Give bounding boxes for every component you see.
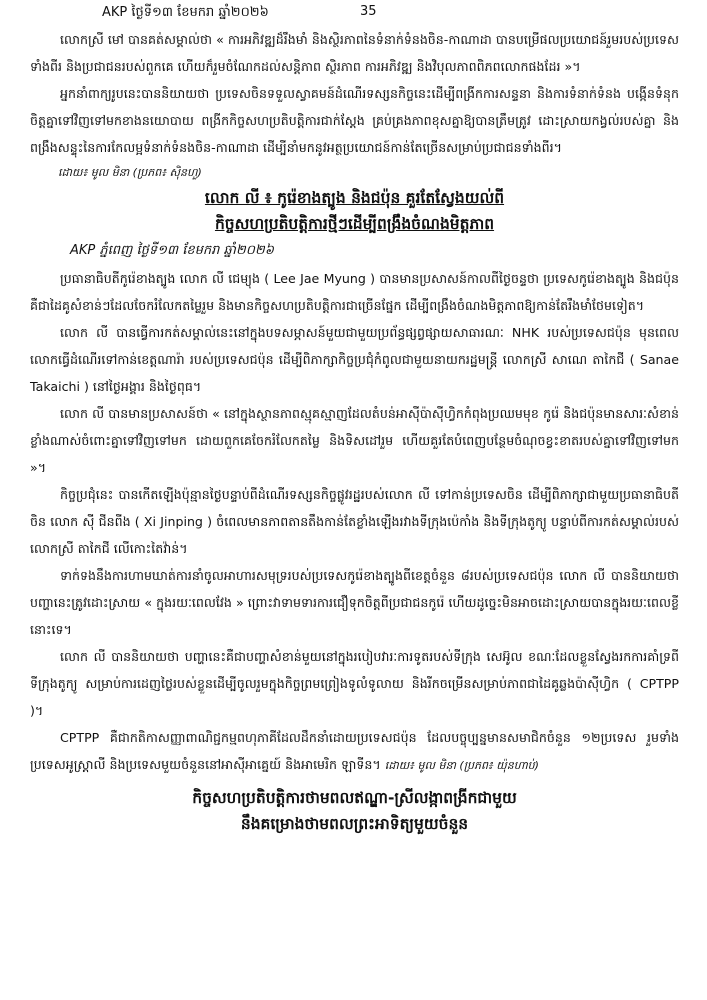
byline: ដោយ៖ មូល មិនា (ប្រភព៖ ស៊ិនហួ) <box>58 166 202 179</box>
paragraph: កិច្ចប្រជុំនេះ បានកើតឡើងប៉ុន្មានថ្ងៃបន្ទាប់ពីដំណើរទស្សនកិច្ចផ្លូវរដ្ឋរបស់លោក លី ទៅកាន់ប្រទេសចិន ដើម្បីពិភាក្សាជាមួយប្រធានាធិបតីចិន លោក ស៊ី ជីនពីង ( Xi Jinping ) ចំពេលមានភាពតានតឹងកាន់តែខ្លាំងឡើងរវាងទីក្រុងប៉េកាំង និងទីក្រុងតូក្យូ បន្ទាប់ពីការកត់សម្គាល់របស់លោកស្រី តាកៃជី លើកោះតៃវ៉ាន់។ <box>30 487 679 556</box>
page-number: 35 <box>360 4 377 19</box>
paragraph: លោក លី បានធ្វើការកត់សម្គាល់នេះនៅក្នុងបទសម្ភាសន៍មួយជាមួយប្រព័ន្ធផ្សព្វផ្សាយសាធារណៈ NHK របស់ប្រទេសជប៉ុន មុនពេលលោកធ្វើដំណើរទៅកាន់ខេត្តណារ៉ា របស់ប្រទេសជប៉ុន ដើម្បីពិភាក្សាកិច្ចប្រជុំកំពូលជាមួយនាយករដ្ឋមន្ត្រី លោកស្រី សាណេ តាកៃជី ( Sanae Takaichi ) នៅថ្ងៃអង្គារ និងថ្ងៃពុធ។ <box>30 325 679 394</box>
paragraph: លោក លី បាននិយាយថា បញ្ហានេះគឺជាបញ្ហាសំខាន់មួយនៅក្នុងរបៀបវារៈការទូតរបស់ទីក្រុង សេអ៊ូល ខណៈដែលខ្លួនស្វែងរកការគាំទ្រពីទីក្រុងតូក្យូ សម្រាប់ការដេញថ្លៃរបស់ខ្លួនដើម្បីចូលរួមក្នុងកិច្ចព្រមព្រៀងទូលំទូលាយ និងរីកចម្រើនសម្រាប់ភាពជាដៃគូឆ្លងប៉ាស៊ីហ្វិក ( CPTPP )។ <box>30 649 679 718</box>
paragraph <box>30 724 679 779</box>
article-title-line: លោក លី ៖ កូរ៉េខាងត្បូង និងជប៉ុន គួរតែស្វែងយល់ពី <box>204 189 505 207</box>
page-header <box>30 0 679 26</box>
paragraph: ប្រធានាធិបតីកូរ៉េខាងត្បូង លោក លី ជេម្យុង ( Lee Jae Myung ) បានមានប្រសាសន៍កាលពីថ្ងៃចន្ទថា ប្រទេសកូរ៉េខាងត្បូង និងជប៉ុន គឺជាដៃគូសំខាន់ៗដែលចែករំលែកតម្លៃរួម និងមានកិច្ចសហប្រតិបត្តិការជាច្រើនផ្នែក ដើម្បីពង្រឹងចំណងមិត្តភាពឱ្យកាន់តែរឹងមាំថែមទៀត។ <box>30 271 679 313</box>
paragraph-text: CPTPP គឺជាកតិកាសញ្ញាពាណិជ្ជកម្មពហុភាគីដែលដឹកនាំដោយប្រទេសជប៉ុន ដែលបច្ចុប្បន្នមានសមាជិកចំនួន ១២ប្រទេស រួមទាំងប្រទេសអូស្ត្រាលី និងប្រទេសមួយចំនួននៅអាស៊ីអាគ្នេយ៍ និងអាមេរិក ឡាទីន។ <box>30 730 679 772</box>
paragraph: អ្នកនាំពាក្យរូបនេះបាននិយាយថា ប្រទេសចិនទទួលស្វាគមន៍ដំណើរទស្សនកិច្ចនេះដើម្បីពង្រីកការសន្ទនា និងការទំនាក់ទំនង បង្កើនទំនុកចិត្តគ្នាទៅវិញទៅមកខាងនយោបាយ ពង្រីកកិច្ចសហប្រតិបត្តិការជាក់ស្តែង គ្រប់គ្រងភាពខុសគ្នាឱ្យបានត្រឹមត្រូវ ដោះស្រាយកង្វល់របស់គ្នា និងពង្រឹងសន្ទុះនៃការកែលម្អទំនាក់ទំនងចិន-កាណាដា ដើម្បីនាំមកនូវអត្ថប្រយោជន៍កាន់តែច្រើនសម្រាប់ប្រជាជនទាំងពីរ។ <box>30 86 679 155</box>
dateline: AKP ភ្នំពេញ ថ្ងៃទី១៣ ខែមករា ឆ្នាំ២០២៦ <box>70 243 274 258</box>
paragraph: លោកស្រី មៅ បានគត់សម្គាល់ថា « ការអភិវឌ្ឍដ៏រឹងមាំ និងស្ថិរភាពនៃទំនាក់ទំនងចិន-កាណាដា បានបម្រើផលប្រយោជន៍រួមរបស់ប្រទេសទាំងពីរ និងប្រជាជនរបស់ពួកគេ ហើយក៏រួមចំណែកដល់សន្តិភាព ស្ថិរភាព ការអភិវឌ្ឍ និងវិបុលភាពពិភពលោកផងដែរ »។ <box>30 32 679 74</box>
next-article-title-line: កិច្ចសហប្រតិបត្តិការថាមពលឥណ្ឌា-ស្រីលង្កាពង្រីកជាមួយ <box>192 789 517 807</box>
next-article-title <box>30 785 679 837</box>
byline: ដោយ៖ មូល មិនា (ប្រភព៖ យ៉ុនហាប់) <box>384 759 539 772</box>
next-article-title-line: នឹងគម្រោងថាមពលព្រះអាទិត្យមួយចំនួន <box>240 815 469 833</box>
paragraph: លោក លី បានមានប្រសាសន៍ថា « នៅក្នុងស្ថានភាពស្មុគស្មាញដែលតំបន់អាស៊ីប៉ាស៊ីហ្វិកកំពុងប្រឈមមុខ កូរ៉េ និងជប៉ុនមានសារៈសំខាន់ខ្លាំងណាស់ចំពោះគ្នាទៅវិញទៅមក ដោយពួកគេចែករំលែកតម្លៃ និងទិសដៅរួម ហើយគួរតែបំពេញបន្ថែមចំណុចខ្វះខាតរបស់គ្នាទៅវិញទៅមក »។ <box>30 406 679 475</box>
article-title-line: កិច្ចសហប្រតិបត្តិការថ្មីៗដើម្បីពង្រឹងចំណងមិត្តភាព <box>214 215 495 233</box>
header-date: AKP ថ្ងៃទី១៣ ខែមករា ឆ្នាំ២០២៦ <box>102 5 269 20</box>
article-title <box>30 185 679 237</box>
paragraph: ទាក់ទងនឹងការហាមឃាត់ការនាំចូលអាហារសមុទ្ររបស់ប្រទេសកូរ៉េខាងត្បូងពីខេត្តចំនួន ៨របស់ប្រទេសជប៉ុន លោក លី បាននិយាយថា បញ្ហានេះត្រូវដោះស្រាយ « ក្នុងរយៈពេលវែង » ព្រោះវាទាមទារការជឿទុកចិត្តពីប្រជាជនកូរ៉េ ហើយដូច្នេះមិនអាចដោះស្រាយបានក្នុងរយៈពេលខ្លីនោះទេ។ <box>30 568 679 637</box>
